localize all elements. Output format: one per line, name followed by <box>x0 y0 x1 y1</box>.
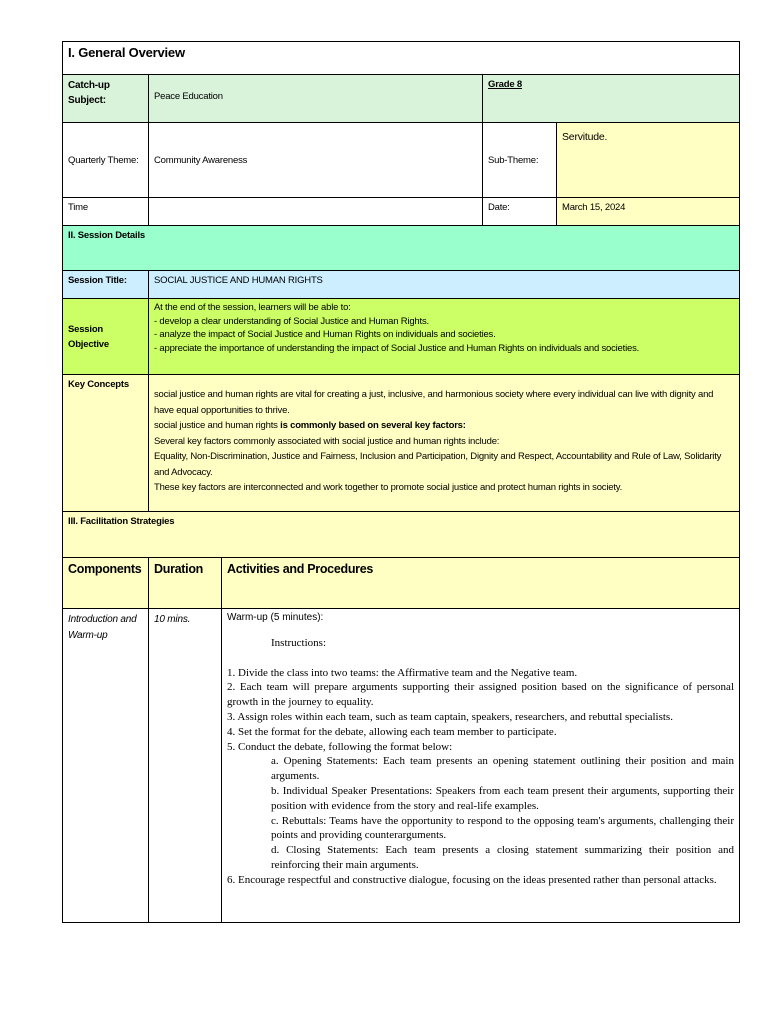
components-column-header: Components <box>63 558 149 609</box>
key-concepts-label: Key Concepts <box>63 375 149 512</box>
concept-paragraph: Several key factors commonly associated with social justice and human rights include: <box>154 435 500 447</box>
instructions-heading: Instructions: <box>271 636 326 649</box>
procedure-step: 6. Encourage respectful and constructive dialogue, focusing on the ideas presented rather than personal attacks. <box>227 873 717 886</box>
objective-line: - develop a clear understanding of Social Justice and Human Rights. <box>154 315 429 327</box>
general-overview-heading: I. General Overview <box>63 42 740 75</box>
duration-column-header: Duration <box>149 558 222 609</box>
procedure-step: 3. Assign roles within each team, such as team captain, speakers, researchers, and rebuttal specialists. <box>227 710 673 723</box>
procedure-substep: b. Individual Speaker Presentations: Speakers from each team present their arguments, supporting their position with evidence from the story and real-life examples. <box>271 784 734 812</box>
activities-cell <box>222 609 740 923</box>
concept-bold-text: is commonly based on several key factors: <box>280 420 466 431</box>
concept-paragraph: Equality, Non-Discrimination, Justice and Fairness, Inclusion and Participation, Dignity and Respect, Accountability and Rule of Law, Solidarity and Advocacy. <box>154 451 722 478</box>
key-concepts-text <box>149 375 740 512</box>
sub-theme-value: Servitude. <box>557 123 740 198</box>
procedure-step: 1. Divide the class into two teams: the Affirmative team and the Negative team. <box>227 666 578 679</box>
lesson-plan-sheet <box>62 41 739 923</box>
objective-line: - analyze the impact of Social Justice and Human Rights on individuals and societies. <box>154 329 496 340</box>
catchup-subject-value: Peace Education <box>149 75 483 123</box>
procedure-substep: a. Opening Statements: Each team presents an opening statement outlining their position and main arguments. <box>271 755 734 783</box>
duration-cell: 10 mins. <box>149 609 222 923</box>
grade-label: Grade 8 <box>483 75 740 123</box>
procedure-substep: d. Closing Statements: Each team presents a closing statement summarizing their position and reinforcing their main arguments. <box>271 844 734 871</box>
session-objective-text <box>149 299 740 375</box>
quarterly-theme-value: Community Awareness <box>149 123 483 198</box>
session-title-label: Session Title: <box>63 271 149 299</box>
objective-line: - appreciate the importance of understanding the impact of Social Justice and Human Rights on individuals and societies. <box>154 342 640 354</box>
concept-paragraph: social justice and human rights are vital for creating a just, inclusive, and harmonious society where every individual can live with dignity and have equal opportunities to thrive. <box>154 389 714 416</box>
concept-paragraph: These key factors are interconnected and work together to promote social justice and protect human rights in society. <box>154 482 623 493</box>
catchup-subject-label: Catch-up Subject: <box>63 75 149 123</box>
date-value: March 15, 2024 <box>557 198 740 226</box>
activities-column-header: Activities and Procedures <box>222 558 740 609</box>
facilitation-heading: III. Facilitation Strategies <box>63 512 740 558</box>
objective-line: At the end of the session, learners will be able to: <box>154 302 351 313</box>
session-details-heading: II. Session Details <box>63 226 740 271</box>
procedure-substep: c. Rebuttals: Teams have the opportunity to respond to the opposing team's arguments, challenging their points and providing counterarguments. <box>271 814 734 842</box>
concept-paragraph <box>154 418 734 434</box>
concept-plain-text: social justice and human rights <box>154 420 281 431</box>
time-label: Time <box>63 198 149 226</box>
date-label: Date: <box>483 198 557 226</box>
warmup-heading: Warm-up (5 minutes): <box>227 612 324 623</box>
session-title-value: SOCIAL JUSTICE AND HUMAN RIGHTS <box>149 271 740 299</box>
time-value <box>149 198 483 226</box>
procedure-step: 2. Each team will prepare arguments supporting their assigned position based on the significance of personal growth in the journey to equality. <box>227 681 734 709</box>
session-objective-label: Session Objective <box>63 299 149 375</box>
component-cell: Introduction and Warm-up <box>63 609 149 923</box>
procedure-step: 4. Set the format for the debate, allowing each team member to participate. <box>227 725 557 738</box>
lesson-plan-table <box>62 41 740 923</box>
procedure-step: 5. Conduct the debate, following the format below: <box>227 740 453 753</box>
sub-theme-label: Sub-Theme: <box>483 123 557 198</box>
quarterly-theme-label: Quarterly Theme: <box>63 123 149 198</box>
